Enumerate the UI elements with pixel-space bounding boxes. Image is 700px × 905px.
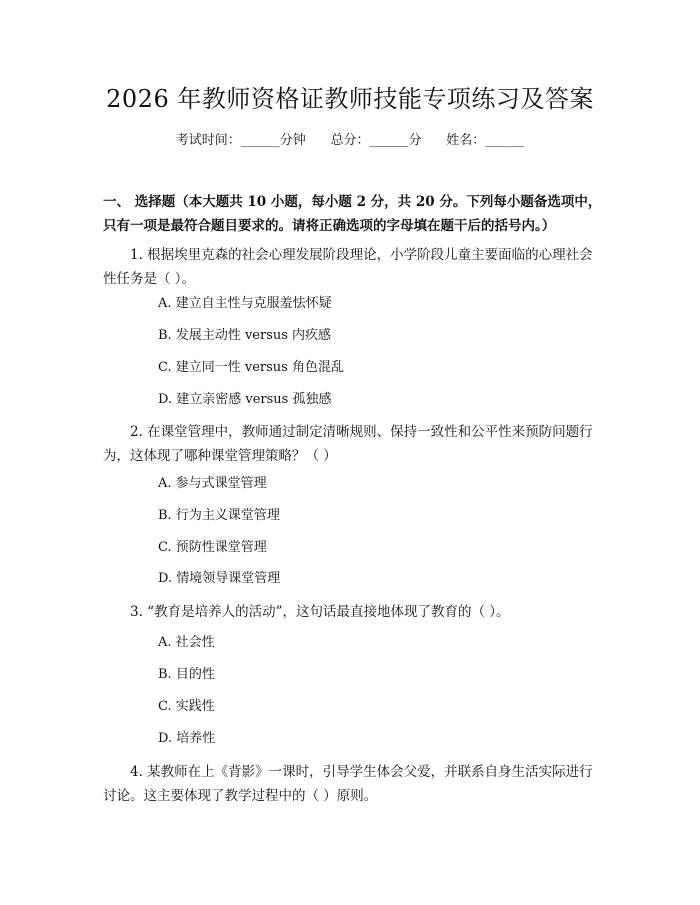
question-3-option-a: A. 社会性 xyxy=(158,635,215,650)
question-1-stem: 1. 根据埃里克森的社会心理发展阶段理论，小学阶段儿童主要面临的心理社会性任务是（ ）。 xyxy=(103,247,593,287)
question-2-option-b: B. 行为主义课堂管理 xyxy=(158,508,280,523)
document-title: 2026 年教师资格证教师技能专项练习及答案 xyxy=(106,85,594,113)
question-1-option-c: C. 建立同一性 versus 角色混乱 xyxy=(158,360,344,375)
question-3-stem: 3. “教育是培养人的活动”，这句话最直接地体现了教育的（ ）。 xyxy=(130,604,510,620)
question-4-stem: 4. 某教师在上《背影》一课时，引导学生体会父爱，并联系自身生活实际进行讨论。这主要体现了教学过程中的（ ）原则。 xyxy=(103,764,593,804)
question-1-option-b: B. 发展主动性 versus 内疚感 xyxy=(158,328,332,343)
question-2-option-d: D. 情境领导课堂管理 xyxy=(158,571,281,586)
section-heading: 一、 选择题（本大题共 10 小题，每小题 2 分，共 20 分。下列每小题备选项中，只有一项是最符合题目要求的。请将正确选项的字母填在题干后的括号内。） xyxy=(103,194,602,234)
question-2-option-c: C. 预防性课堂管理 xyxy=(158,540,267,555)
question-3-option-d: D. 培养性 xyxy=(158,731,216,746)
question-2-option-a: A. 参与式课堂管理 xyxy=(158,476,267,491)
question-1-option-d: D. 建立亲密感 versus 孤独感 xyxy=(158,392,332,407)
question-2-stem: 2. 在课堂管理中，教师通过制定清晰规则、保持一致性和公平性来预防问题行为，这体现了哪种课堂管理策略？（ ） xyxy=(103,424,593,464)
exam-info-line: 考试时间：______分钟 总分：______分 姓名：______ xyxy=(175,133,525,148)
question-1-option-a: A. 建立自主性与克服羞怯怀疑 xyxy=(158,296,332,311)
question-3-option-c: C. 实践性 xyxy=(158,699,215,714)
question-3-option-b: B. 目的性 xyxy=(158,667,215,682)
